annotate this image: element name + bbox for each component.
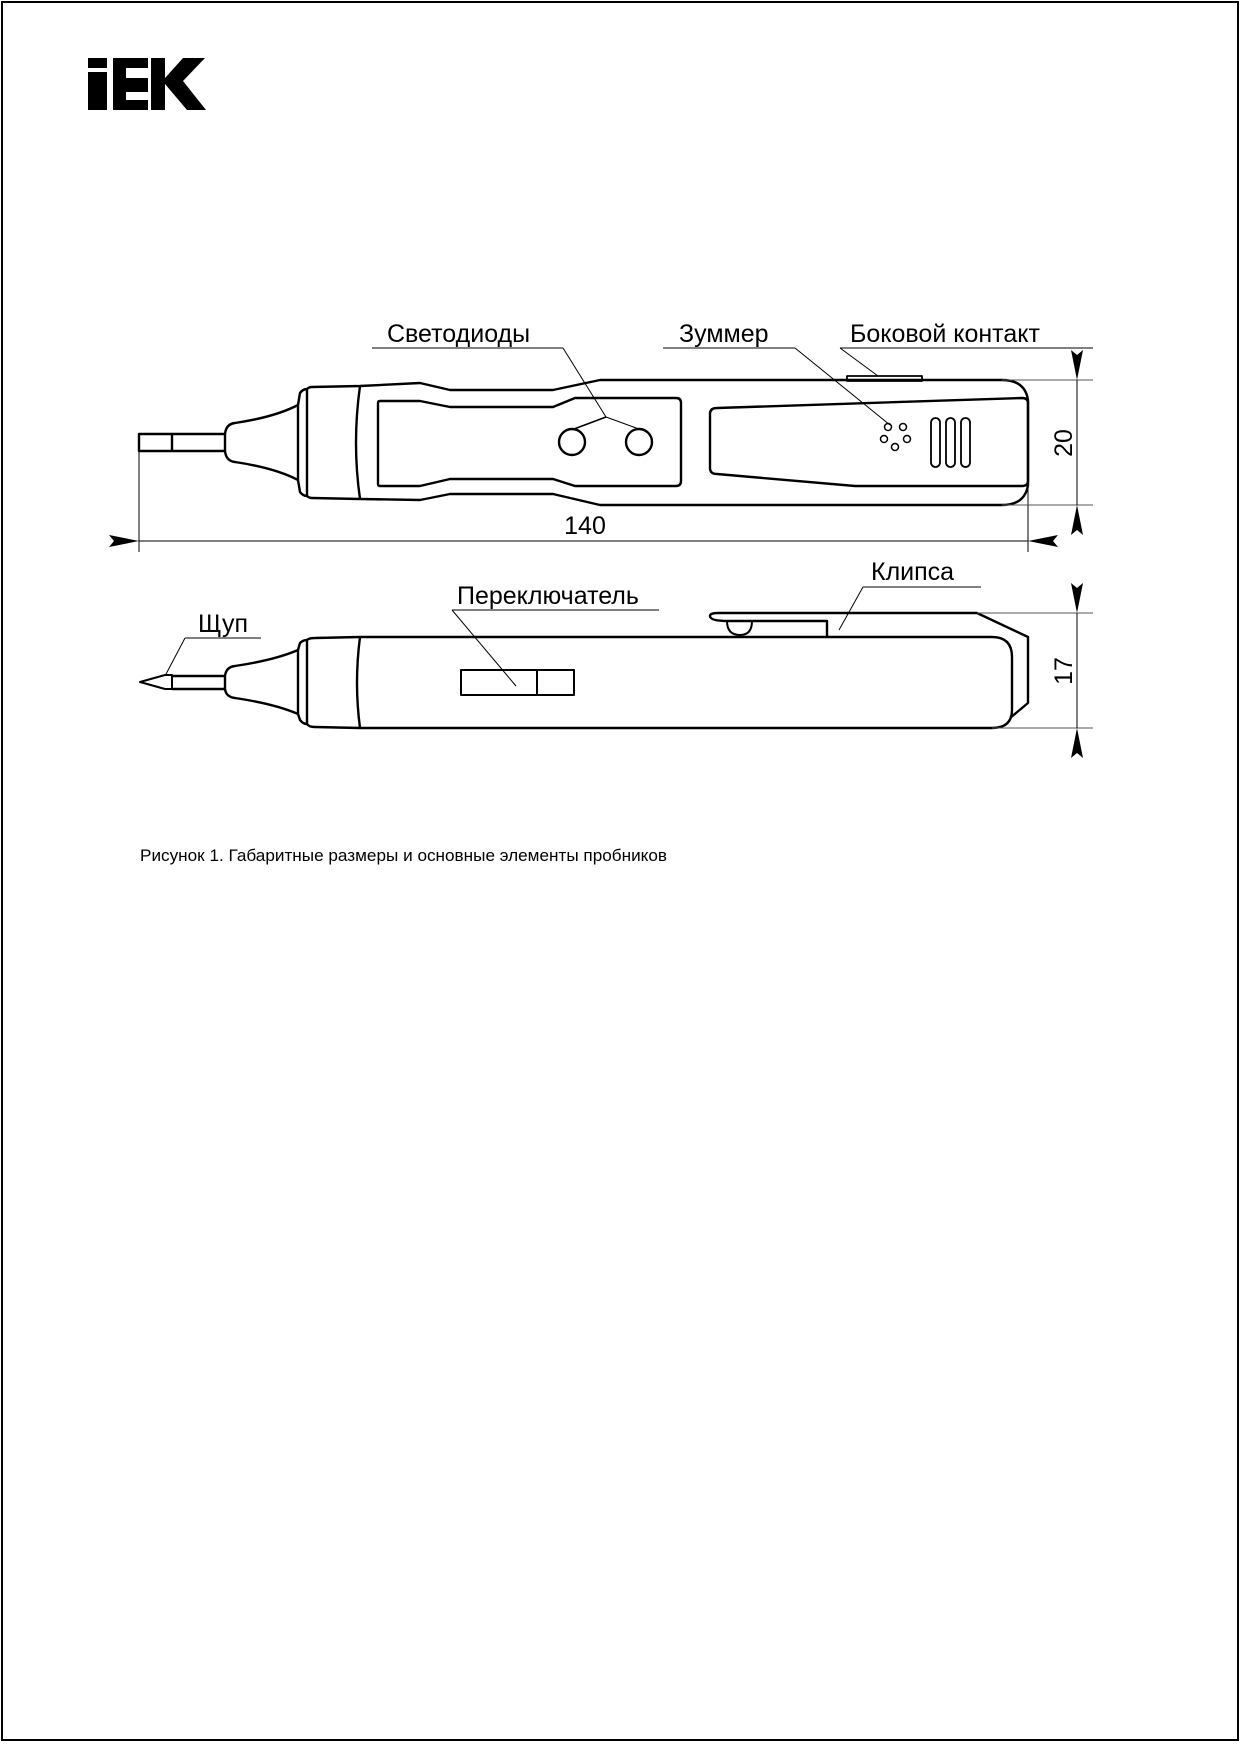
- side-view: [140, 558, 1093, 728]
- label-clip: Клипса: [871, 558, 955, 586]
- label-buzzer: Зуммер: [679, 320, 769, 348]
- dimension-length: 140: [564, 512, 606, 540]
- top-view: [139, 320, 1093, 552]
- probe-tip: [139, 434, 172, 451]
- dimension-height: 17: [1050, 657, 1078, 685]
- side-contact: [847, 376, 922, 381]
- clip-outline: [710, 398, 1028, 486]
- buzzer-holes: [881, 424, 911, 451]
- probe-needle: [140, 675, 172, 689]
- label-switch: Переключатель: [457, 582, 639, 610]
- iek-logo: [88, 58, 206, 110]
- label-side-contact: Боковой контакт: [850, 320, 1040, 348]
- led-1: [559, 429, 585, 455]
- clip: [710, 613, 1028, 718]
- figure-caption: Рисунок 1. Габаритные размеры и основные элементы пробников: [140, 846, 667, 865]
- label-probe: Щуп: [198, 610, 249, 638]
- grip-slots: [931, 418, 970, 467]
- side-body: [307, 637, 1012, 728]
- led-2: [626, 429, 652, 455]
- switch: [461, 670, 574, 695]
- nose-cone: [225, 405, 298, 480]
- label-leds: Светодиоды: [387, 320, 531, 348]
- dimension-width: 20: [1050, 429, 1078, 457]
- led-window: [378, 398, 681, 486]
